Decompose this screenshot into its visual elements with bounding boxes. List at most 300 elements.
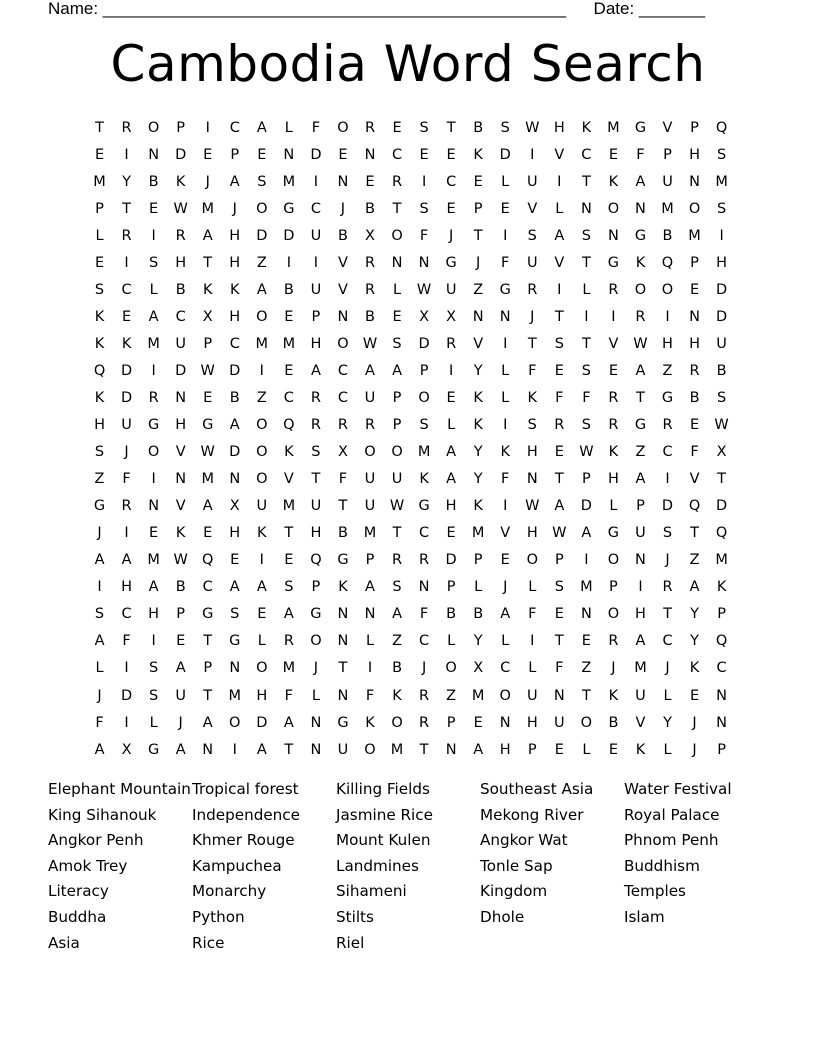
grid-letter: J <box>530 308 535 325</box>
grid-letter: I <box>124 660 129 677</box>
grid-row <box>86 709 736 736</box>
grid-letter: O <box>256 660 268 677</box>
word-item: Rice <box>192 933 225 952</box>
grid-letter: E <box>176 633 186 650</box>
grid-letter: I <box>313 254 319 271</box>
grid-letter: A <box>635 173 646 190</box>
grid-letter: J <box>313 660 319 677</box>
grid-letter: R <box>635 308 646 325</box>
grid-letter: I <box>124 146 129 163</box>
grid-letter: E <box>446 146 456 163</box>
grid-letter: M <box>363 525 377 542</box>
grid-letter: O <box>526 552 538 569</box>
grid-letter: E <box>149 200 159 217</box>
grid-letter: W <box>200 362 215 379</box>
grid-letter: U <box>554 714 565 731</box>
grid-letter: U <box>364 389 376 406</box>
grid-letter: I <box>530 633 535 650</box>
word-item: Kingdom <box>480 882 548 901</box>
grid-letter: E <box>392 119 402 136</box>
grid-letter: N <box>337 606 349 623</box>
letter-grid <box>86 114 736 763</box>
grid-letter: I <box>124 525 129 542</box>
grid-letter: W <box>200 444 215 461</box>
word-item: King Sihanouk <box>48 805 157 824</box>
grid-letter: C <box>716 660 727 677</box>
grid-letter: T <box>392 525 402 542</box>
grid-letter: I <box>503 417 508 434</box>
grid-letter: K <box>635 254 646 271</box>
grid-letter: C <box>419 633 430 650</box>
grid-letter: D <box>499 146 511 163</box>
grid-letter: Z <box>446 687 457 704</box>
grid-letter: M <box>282 335 296 352</box>
grid-letter: U <box>175 687 186 704</box>
grid-letter: E <box>581 633 591 650</box>
grid-letter: E <box>473 714 483 731</box>
grid-letter: P <box>392 389 402 406</box>
grid-letter: K <box>175 525 186 542</box>
grid-letter: I <box>665 471 670 488</box>
grid-row <box>86 493 736 520</box>
grid-letter: W <box>389 498 405 515</box>
grid-letter: H <box>229 308 241 325</box>
grid-letter: A <box>635 362 646 379</box>
name-field-label: Name: _________________________________________________ <box>48 0 567 18</box>
grid-letter: C <box>121 281 132 298</box>
grid-letter: O <box>391 714 403 731</box>
grid-letter: T <box>203 254 213 271</box>
grid-letter: W <box>525 119 540 136</box>
grid-letter: K <box>689 660 700 677</box>
grid-letter: C <box>310 200 321 217</box>
grid-letter: T <box>663 606 672 623</box>
grid-letter: B <box>365 200 375 217</box>
word-item: Royal Palace <box>624 805 720 824</box>
grid-letter: G <box>147 417 160 434</box>
grid-letter: A <box>256 119 267 136</box>
grid-letter: J <box>503 579 508 596</box>
grid-letter: U <box>337 741 349 758</box>
grid-letter: O <box>256 471 268 488</box>
grid-letter: Q <box>283 417 295 434</box>
grid-letter: A <box>283 714 294 731</box>
grid-letter: Z <box>689 552 700 569</box>
grid-letter: E <box>257 606 267 623</box>
grid-letter: A <box>554 498 565 515</box>
grid-letter: A <box>283 606 294 623</box>
grid-letter: E <box>284 308 294 325</box>
grid-letter: U <box>526 173 538 190</box>
grid-letter: A <box>581 525 592 542</box>
grid-letter: F <box>528 606 537 623</box>
grid-letter: N <box>716 714 728 731</box>
grid-letter: F <box>338 471 348 488</box>
grid-letter: R <box>608 417 619 434</box>
grid-letter: B <box>175 281 186 298</box>
grid-letter: R <box>364 417 376 434</box>
word-item: Buddhism <box>624 856 700 875</box>
grid-row <box>86 439 736 466</box>
grid-letter: U <box>310 227 322 244</box>
grid-letter: U <box>662 173 673 190</box>
grid-letter: A <box>365 362 375 379</box>
grid-letter: I <box>719 227 724 244</box>
grid-letter: S <box>554 335 564 352</box>
grid-letter: E <box>338 146 348 163</box>
grid-row <box>86 330 736 357</box>
grid-letter: E <box>284 552 294 569</box>
grid-letter: L <box>501 633 510 650</box>
grid-letter: N <box>175 471 187 488</box>
grid-letter: E <box>121 308 132 325</box>
grid-letter: N <box>337 308 349 325</box>
grid-letter: L <box>582 741 591 758</box>
grid-letter: E <box>203 146 213 163</box>
grid-letter: N <box>148 498 160 515</box>
grid-row <box>86 303 736 330</box>
grid-letter: T <box>581 335 591 352</box>
grid-letter: K <box>608 444 619 461</box>
grid-letter: M <box>661 200 674 217</box>
grid-letter: D <box>120 389 133 406</box>
grid-letter: N <box>337 687 349 704</box>
grid-letter: T <box>636 389 645 406</box>
grid-letter: J <box>692 741 697 758</box>
grid-letter: W <box>362 335 378 352</box>
grid-letter: P <box>690 119 699 136</box>
grid-letter: A <box>365 579 375 596</box>
grid-row <box>86 520 736 547</box>
grid-letter: D <box>445 552 457 569</box>
grid-letter: M <box>93 173 106 190</box>
grid-letter: A <box>175 741 186 758</box>
grid-letter: M <box>228 687 242 704</box>
grid-letter: K <box>473 146 483 163</box>
grid-letter: I <box>665 308 670 325</box>
grid-letter: A <box>94 741 105 758</box>
grid-letter: X <box>446 308 457 325</box>
grid-letter: U <box>364 498 376 515</box>
grid-letter: T <box>527 335 537 352</box>
grid-letter: G <box>607 525 620 542</box>
grid-letter: C <box>229 119 240 136</box>
grid-letter: E <box>446 525 456 542</box>
grid-letter: O <box>607 552 620 569</box>
grid-letter: E <box>554 606 564 623</box>
grid-letter: U <box>635 687 646 704</box>
grid-letter: I <box>530 146 535 163</box>
grid-letter: O <box>445 660 457 677</box>
grid-letter: W <box>173 200 188 217</box>
grid-letter: F <box>419 606 429 623</box>
grid-letter: K <box>284 444 294 461</box>
grid-letter: Z <box>94 471 105 488</box>
word-item: Temples <box>624 882 686 901</box>
grid-letter: W <box>552 525 567 542</box>
grid-letter: O <box>391 227 403 244</box>
grid-letter: T <box>554 471 564 488</box>
grid-letter: B <box>392 660 403 677</box>
grid-letter: C <box>500 660 511 677</box>
grid-letter: N <box>283 146 295 163</box>
grid-letter: O <box>661 281 674 298</box>
grid-letter: L <box>149 714 158 731</box>
grid-letter: O <box>147 444 160 461</box>
grid-letter: S <box>581 417 591 434</box>
grid-letter: H <box>175 254 187 271</box>
grid-letter: M <box>390 741 404 758</box>
grid-letter: U <box>121 417 132 434</box>
grid-letter: A <box>229 173 240 190</box>
grid-letter: B <box>689 389 700 406</box>
grid-letter: R <box>392 552 403 569</box>
grid-letter: I <box>259 552 264 569</box>
grid-letter: O <box>688 200 701 217</box>
grid-letter: K <box>338 579 348 596</box>
grid-letter: O <box>499 687 511 704</box>
grid-row <box>86 628 736 655</box>
grid-letter: K <box>202 281 213 298</box>
grid-letter: E <box>203 525 213 542</box>
grid-letter: L <box>501 389 510 406</box>
grid-letter: A <box>500 606 511 623</box>
grid-letter: F <box>95 714 104 731</box>
grid-letter: M <box>417 444 431 461</box>
grid-letter: S <box>716 146 727 163</box>
grid-letter: G <box>634 119 647 136</box>
grid-letter: N <box>418 254 430 271</box>
grid-letter: V <box>473 335 484 352</box>
grid-letter: O <box>607 606 620 623</box>
grid-letter: P <box>663 146 672 163</box>
grid-letter: H <box>553 119 565 136</box>
grid-letter: K <box>716 579 727 596</box>
grid-letter: Y <box>473 362 483 379</box>
grid-letter: V <box>554 146 565 163</box>
grid-letter: M <box>147 335 160 352</box>
grid-letter: A <box>310 362 321 379</box>
grid-letter: E <box>473 173 483 190</box>
grid-letter: U <box>526 687 538 704</box>
grid-letter: N <box>418 579 430 596</box>
grid-letter: N <box>553 687 565 704</box>
grid-letter: U <box>635 525 646 542</box>
grid-letter: E <box>608 741 618 758</box>
grid-letter: L <box>474 579 483 596</box>
grid-letter: Q <box>202 552 214 569</box>
grid-letter: L <box>609 498 618 515</box>
grid-letter: U <box>391 471 403 488</box>
grid-letter: H <box>662 335 673 352</box>
grid-letter: A <box>473 741 484 758</box>
grid-row <box>86 682 736 709</box>
grid-letter: M <box>471 687 485 704</box>
grid-letter: N <box>635 552 646 569</box>
grid-letter: H <box>229 227 241 244</box>
grid-letter: X <box>121 741 132 758</box>
grid-letter: B <box>716 362 727 379</box>
grid-letter: N <box>337 173 349 190</box>
grid-letter: S <box>554 579 564 596</box>
grid-letter: P <box>581 471 591 488</box>
grid-letter: C <box>337 362 348 379</box>
grid-letter: J <box>97 525 102 542</box>
grid-letter: W <box>714 417 729 434</box>
grid-letter: U <box>256 498 268 515</box>
grid-letter: N <box>689 308 700 325</box>
grid-letter: D <box>716 308 728 325</box>
grid-letter: A <box>229 579 240 596</box>
grid-letter: O <box>256 308 268 325</box>
grid-letter: C <box>337 389 348 406</box>
grid-letter: V <box>337 281 348 298</box>
grid-letter: B <box>473 119 484 136</box>
grid-letter: L <box>663 741 672 758</box>
grid-letter: M <box>201 200 214 217</box>
grid-letter: E <box>419 146 429 163</box>
grid-letter: V <box>337 254 348 271</box>
grid-letter: G <box>310 606 322 623</box>
grid-letter: F <box>636 146 645 163</box>
grid-letter: S <box>392 579 402 596</box>
grid-letter: V <box>175 498 186 515</box>
grid-letter: N <box>364 606 376 623</box>
grid-letter: V <box>283 471 294 488</box>
grid-letter: R <box>337 417 348 434</box>
grid-letter: I <box>611 308 616 325</box>
grid-letter: P <box>473 552 483 569</box>
grid-letter: N <box>175 389 187 406</box>
grid-letter: F <box>311 119 321 136</box>
grid-letter: W <box>416 281 432 298</box>
grid-letter: L <box>663 687 672 704</box>
grid-letter: E <box>149 525 159 542</box>
grid-letter: S <box>527 227 537 244</box>
grid-letter: A <box>446 471 457 488</box>
grid-letter: X <box>365 227 375 244</box>
grid-letter: M <box>715 552 728 569</box>
grid-letter: O <box>310 633 322 650</box>
grid-letter: H <box>94 417 105 434</box>
grid-letter: U <box>445 281 457 298</box>
grid-letter: M <box>634 660 647 677</box>
grid-letter: T <box>581 254 591 271</box>
grid-letter: R <box>392 173 403 190</box>
grid-letter: E <box>365 173 375 190</box>
grid-letter: L <box>365 633 375 650</box>
grid-row <box>86 574 736 601</box>
grid-letter: T <box>338 660 348 677</box>
grid-letter: B <box>229 389 240 406</box>
grid-letter: T <box>446 119 456 136</box>
grid-letter: G <box>445 254 457 271</box>
grid-letter: A <box>635 471 646 488</box>
grid-letter: A <box>229 417 240 434</box>
grid-letter: Z <box>392 633 402 650</box>
grid-letter: B <box>337 227 348 244</box>
grid-letter: P <box>203 335 213 352</box>
grid-letter: C <box>175 308 186 325</box>
grid-row <box>86 168 736 195</box>
grid-letter: G <box>418 498 430 515</box>
grid-letter: S <box>716 389 727 406</box>
word-item: Khmer Rouge <box>192 831 295 850</box>
grid-letter: U <box>310 498 322 515</box>
grid-row <box>86 357 736 384</box>
grid-letter: H <box>689 146 700 163</box>
grid-letter: K <box>365 714 375 731</box>
word-item: Mekong River <box>480 805 584 824</box>
word-item: Independence <box>192 805 301 824</box>
grid-letter: X <box>419 308 430 325</box>
grid-letter: P <box>419 362 429 379</box>
grid-letter: E <box>608 362 618 379</box>
grid-letter: P <box>230 146 240 163</box>
grid-letter: E <box>500 552 510 569</box>
grid-letter: Z <box>581 660 592 677</box>
grid-letter: M <box>282 660 296 677</box>
grid-letter: L <box>257 633 266 650</box>
grid-letter: N <box>499 714 511 731</box>
grid-letter: B <box>337 525 348 542</box>
grid-letter: A <box>554 227 565 244</box>
grid-letter: N <box>364 146 376 163</box>
grid-letter: C <box>662 444 673 461</box>
grid-letter: I <box>97 579 102 596</box>
grid-letter: X <box>229 498 240 515</box>
grid-letter: H <box>445 498 457 515</box>
grid-letter: U <box>716 335 727 352</box>
grid-letter: I <box>503 227 508 244</box>
word-column <box>624 778 768 932</box>
grid-letter: J <box>665 552 670 569</box>
grid-letter: B <box>148 173 159 190</box>
grid-letter: Z <box>662 362 673 379</box>
grid-letter: J <box>448 227 454 244</box>
word-item: Kampuchea <box>192 856 282 875</box>
grid-letter: L <box>95 660 104 677</box>
grid-letter: D <box>229 444 241 461</box>
grid-letter: Y <box>690 633 699 650</box>
grid-letter: J <box>205 173 210 190</box>
grid-letter: J <box>611 660 616 677</box>
grid-letter: I <box>286 254 291 271</box>
grid-letter: F <box>555 660 564 677</box>
grid-letter: N <box>635 200 646 217</box>
grid-letter: U <box>310 281 322 298</box>
grid-letter: O <box>337 119 349 136</box>
grid-letter: R <box>419 714 430 731</box>
grid-letter: K <box>419 471 429 488</box>
grid-letter: C <box>202 579 213 596</box>
grid-letter: H <box>716 254 728 271</box>
grid-letter: G <box>634 227 647 244</box>
grid-letter: Q <box>715 525 728 542</box>
grid-letter: J <box>692 714 697 731</box>
grid-letter: V <box>554 254 565 271</box>
grid-letter: D <box>256 714 268 731</box>
grid-letter: T <box>338 498 348 515</box>
grid-letter: D <box>310 146 322 163</box>
grid-letter: F <box>122 471 131 488</box>
grid-letter: P <box>365 552 375 569</box>
grid-letter: E <box>203 389 213 406</box>
grid-letter: R <box>175 227 186 244</box>
word-item: Elephant Mountain <box>48 780 191 798</box>
grid-letter: S <box>284 579 294 596</box>
grid-letter: I <box>421 173 427 190</box>
